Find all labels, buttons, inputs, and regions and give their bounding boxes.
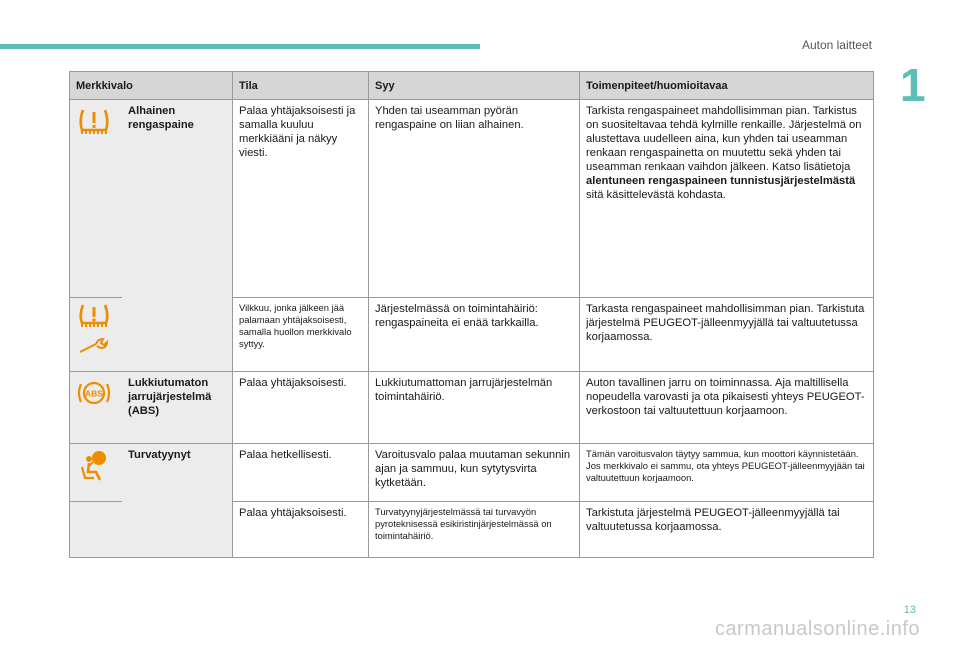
row-cause: Yhden tai useamman pyörän rengaspaine on liian alhainen. (369, 100, 580, 298)
tire-pressure-warning-icon (76, 104, 112, 140)
row-action-text: Tarkista rengaspaineet mahdollisimman pian. Tarkistus on suositeltavaa tehdä kylmille renkaille. Järjestelmä on alustettava uudelleen aina, kun yhden tai useamman renkaan rengaspainetta on muutettu sekä yhden tai useamman renkaan vaihdon jälkeen. Katso lisätietoja (586, 105, 862, 173)
header-tila: Tila (233, 72, 369, 100)
icon-cell (70, 372, 123, 444)
wrench-icon (76, 336, 112, 356)
row-action: Tämän varoitusvalon täytyy sammua, kun moottori käynnistetään. Jos merkkivalo ei sammu, ota yhteys PEUGEOT-jälleenmyyjään tai valtuutettuun korjaamoon. (580, 444, 874, 502)
table-header-row (70, 72, 874, 100)
table-row (70, 372, 874, 444)
section-title: Auton laitteet (801, 38, 872, 52)
row-action (580, 100, 874, 298)
svg-text:ABS: ABS (85, 388, 103, 399)
table-row (70, 444, 874, 502)
row-name-alhainen-rengaspaine: Alhainen rengaspaine (122, 100, 233, 372)
icon-cell (70, 298, 123, 372)
chapter-number: 1 (900, 59, 926, 111)
icon-cell (70, 444, 123, 502)
row-cause: Varoitusvalo palaa muutaman sekunnin ajan ja sammuu, kun sytytysvirta kytketään. (369, 444, 580, 502)
row-cause: Lukkiutumattoman jarrujärjestelmän toimintahäiriö. (369, 372, 580, 444)
table-row (70, 100, 874, 298)
row-action: Tarkistuta järjestelmä PEUGEOT-jälleenmyyjällä tai valtuutetussa korjaamossa. (580, 502, 874, 558)
row-state: Palaa yhtäjaksoisesti ja samalla kuuluu merkkiääni ja näkyy viesti. (233, 100, 369, 298)
icon-cell (70, 502, 123, 558)
header-toimenpiteet: Toimenpiteet/huomioitavaa (580, 72, 874, 100)
page-number: 13 (903, 604, 916, 616)
row-action: Tarkasta rengaspaineet mahdollisimman pian. Tarkistuta järjestelmä PEUGEOT-jälleenmyyjällä tai valtuutetussa korjaamossa. (580, 298, 874, 372)
header-syy: Syy (369, 72, 580, 100)
row-state: Palaa yhtäjaksoisesti. (233, 372, 369, 444)
airbag-icon (76, 448, 112, 484)
header-accent-bar (0, 44, 480, 49)
warning-lights-table (69, 71, 874, 558)
icon-cell (70, 100, 123, 298)
row-state: Palaa yhtäjaksoisesti. (233, 502, 369, 558)
row-action-emphasis: alentuneen rengaspaineen tunnistusjärjestelmästä (586, 175, 856, 187)
row-action: Auton tavallinen jarru on toiminnassa. Aja maltillisella nopeudella varovasti ja ota pikaisesti yhteys PEUGEOT-verkostoon tai valtuutettuun korjaamoon. (580, 372, 874, 444)
row-state: Palaa hetkellisesti. (233, 444, 369, 502)
row-name-abs: Lukkiutumaton jarrujärjestelmä (ABS) (122, 372, 233, 444)
header-merkkivalo: Merkkivalo (70, 72, 233, 100)
watermark: carmanualsonline.info (714, 618, 920, 640)
tire-pressure-warning-icon (76, 302, 112, 332)
row-cause: Järjestelmässä on toimintahäiriö: rengaspaineita ei enää tarkkailla. (369, 298, 580, 372)
row-name-turvatyynyt: Turvatyynyt (122, 444, 233, 558)
row-state: Vilkkuu, jonka jälkeen jää palamaan yhtäjaksoisesti, samalla huollon merkkivalo syttyy. (233, 298, 369, 372)
row-action-text-end: sitä käsittelevästä kohdasta. (586, 189, 726, 201)
row-cause: Turvatyynyjärjestelmässä tai turvavyön pyroteknisessä esikiristinjärjestelmässä on toimintahäiriö. (369, 502, 580, 558)
abs-icon (76, 376, 112, 410)
